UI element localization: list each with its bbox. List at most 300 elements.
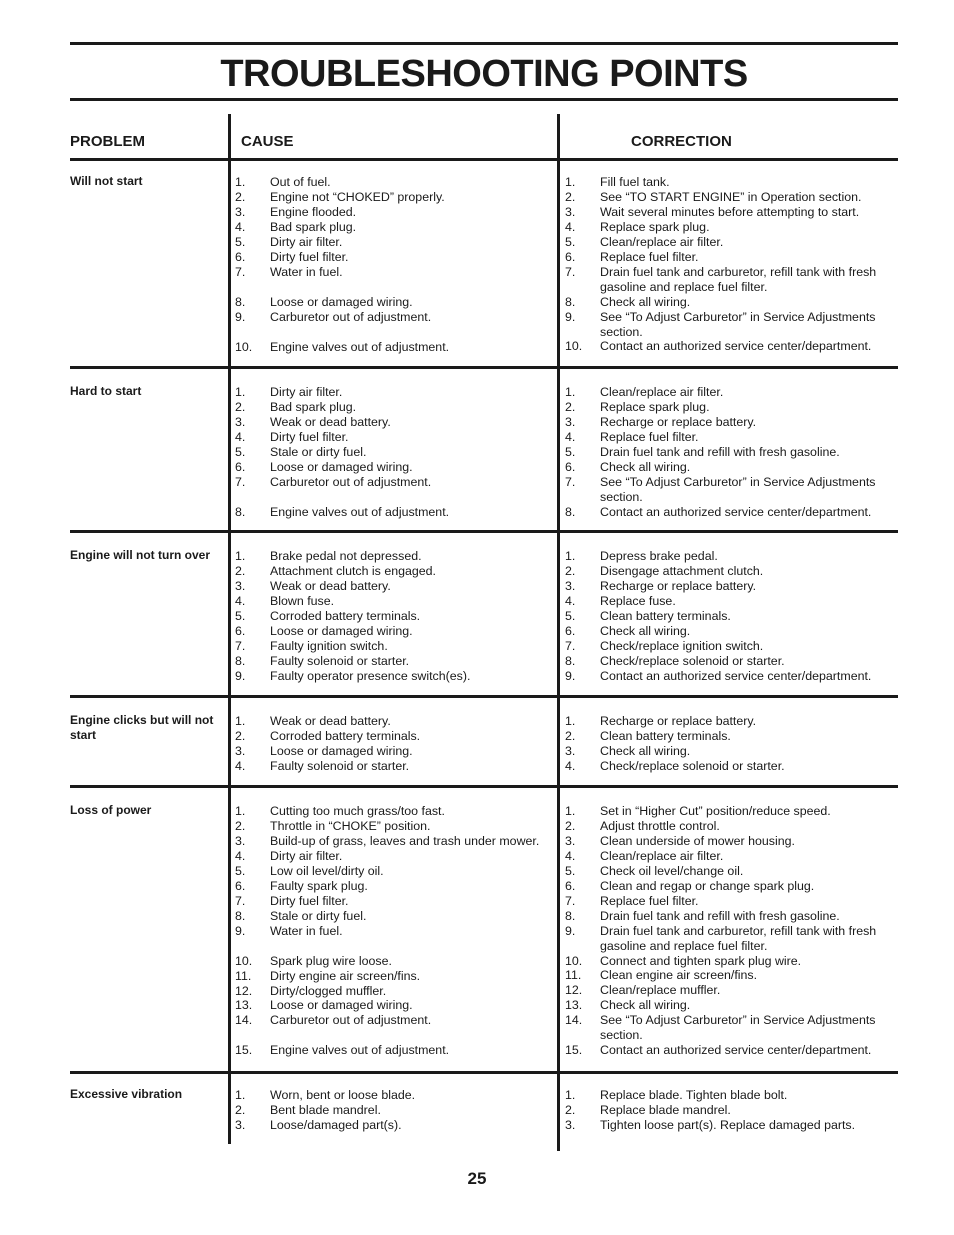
item-text: Attachment clutch is engaged. [270, 563, 436, 578]
item-number: 6. [235, 878, 246, 893]
section-divider [70, 695, 898, 698]
item-text: Check all wiring. [600, 459, 691, 474]
cause-item [235, 1043, 553, 1058]
item-text: Dirty engine air screen/fins. [270, 968, 421, 983]
item-number: 4. [235, 758, 246, 773]
cause-item [235, 909, 553, 924]
correction-list [565, 804, 890, 1058]
correction-list [565, 385, 890, 520]
item-number: 3. [565, 1117, 576, 1132]
item-text: Weak or dead battery. [270, 714, 391, 728]
correction-item [565, 624, 890, 639]
item-number: 12. [235, 983, 253, 998]
title-bottom-rule [70, 98, 898, 101]
cause-item [235, 340, 553, 355]
item-text: Loose/damaged part(s). [270, 1117, 402, 1132]
cause-item [235, 924, 553, 954]
item-number: 4. [565, 593, 576, 608]
cause-item [235, 460, 553, 475]
item-number: 6. [565, 249, 576, 264]
item-text: Connect and tighten spark plug wire. [600, 953, 802, 968]
item-number: 5. [235, 863, 246, 878]
correction-item [565, 1088, 890, 1103]
item-number: 11. [565, 968, 582, 983]
item-number: 2. [565, 399, 576, 414]
correction-item [565, 220, 890, 235]
correction-item [565, 445, 890, 460]
item-text: Faulty ignition switch. [270, 638, 388, 653]
cause-item [235, 505, 553, 520]
item-text: Contact an authorized service center/department. [600, 504, 872, 519]
correction-item [565, 804, 890, 819]
item-number: 3. [235, 743, 246, 758]
cause-item [235, 819, 553, 834]
cause-item [235, 385, 553, 400]
cause-item [235, 250, 553, 265]
cause-item [235, 205, 553, 220]
item-text: Drain fuel tank and carburetor, refill tank with fresh gasoline and replace fuel filter. [600, 923, 877, 953]
correction-item [565, 564, 890, 579]
problem-label: Excessive vibration [70, 1087, 183, 1101]
item-number: 6. [235, 459, 246, 474]
item-number: 1. [235, 804, 246, 818]
cause-item [235, 744, 553, 759]
item-text: Loose or damaged wiring. [270, 743, 413, 758]
correction-item [565, 1043, 890, 1058]
correction-item [565, 250, 890, 265]
correction-item [565, 834, 890, 849]
item-text: Clean underside of mower housing. [600, 833, 795, 848]
item-text: Dirty air filter. [270, 848, 343, 863]
item-number: 2. [235, 563, 246, 578]
item-number: 3. [235, 1117, 246, 1132]
cause-item [235, 639, 553, 654]
item-text: Clean engine air screen/fins. [600, 968, 758, 983]
correction-item [565, 879, 890, 894]
cause-item [235, 984, 553, 999]
item-number: 3. [565, 204, 576, 219]
item-text: Check all wiring. [600, 998, 691, 1013]
item-number: 8. [235, 504, 246, 519]
item-number: 12. [565, 983, 583, 998]
correction-item [565, 310, 890, 340]
cause-item [235, 175, 553, 190]
item-text: Corroded battery terminals. [270, 728, 421, 743]
item-text: Faulty solenoid or starter. [270, 758, 410, 773]
cause-item [235, 729, 553, 744]
cause-item [235, 804, 553, 819]
cause-list [235, 549, 553, 684]
correction-item [565, 1118, 890, 1133]
item-text: Replace fuel filter. [600, 893, 699, 908]
item-number: 4. [565, 848, 576, 863]
item-number: 3. [235, 414, 246, 429]
item-text: Check all wiring. [600, 623, 691, 638]
item-number: 7. [565, 638, 576, 653]
item-number: 6. [565, 878, 576, 893]
correction-item [565, 235, 890, 250]
item-text: Wait several minutes before attempting to start. [600, 204, 860, 219]
item-number: 1. [235, 175, 246, 189]
item-text: Clean/replace air filter. [600, 848, 724, 863]
item-number: 10. [235, 339, 253, 354]
correction-item [565, 475, 890, 505]
correction-item [565, 430, 890, 445]
cause-item [235, 295, 553, 310]
item-text: Replace spark plug. [600, 399, 710, 414]
page-number: 25 [467, 1169, 487, 1188]
item-text: See “To Adjust Carburetor” in Service Adjustments section. [600, 309, 876, 339]
problem-label: Engine will not turn over [70, 548, 211, 562]
item-number: 9. [235, 923, 246, 938]
correction-item [565, 265, 890, 295]
cause-item [235, 564, 553, 579]
cause-item [235, 579, 553, 594]
item-number: 4. [565, 758, 576, 773]
section-divider [70, 530, 898, 533]
item-text: Adjust throttle control. [600, 818, 720, 833]
item-text: Clean/replace air filter. [600, 385, 724, 399]
cause-list [235, 1088, 553, 1133]
item-number: 3. [565, 414, 576, 429]
item-number: 2. [565, 818, 576, 833]
correction-item [565, 205, 890, 220]
correction-item [565, 654, 890, 669]
item-text: Faulty solenoid or starter. [270, 653, 410, 668]
item-text: Dirty air filter. [270, 385, 343, 399]
item-number: 8. [565, 908, 576, 923]
item-number: 1. [235, 714, 246, 728]
item-number: 2. [565, 728, 576, 743]
item-text: Spark plug wire loose. [270, 953, 392, 968]
item-number: 6. [235, 623, 246, 638]
page-title: TROUBLESHOOTING POINTS [220, 53, 748, 95]
item-number: 7. [235, 264, 246, 279]
cause-item [235, 220, 553, 235]
cause-item [235, 669, 553, 684]
item-text: Check/replace solenoid or starter. [600, 653, 785, 668]
correction-item [565, 415, 890, 430]
item-number: 1. [235, 1088, 246, 1102]
correction-item [565, 954, 890, 969]
item-text: Worn, bent or loose blade. [270, 1088, 416, 1102]
correction-item [565, 639, 890, 654]
item-text: Brake pedal not depressed. [270, 549, 422, 563]
item-number: 2. [235, 818, 246, 833]
item-number: 9. [235, 668, 246, 683]
item-number: 5. [565, 608, 576, 623]
item-text: Clean and regap or change spark plug. [600, 878, 815, 893]
correction-item [565, 669, 890, 684]
item-number: 10. [565, 953, 583, 968]
item-text: Faulty operator presence switch(es). [270, 668, 471, 683]
correction-item [565, 385, 890, 400]
item-text: Check all wiring. [600, 294, 691, 309]
cause-list [235, 385, 553, 520]
item-text: Water in fuel. [270, 923, 343, 938]
correction-item [565, 983, 890, 998]
item-text: Check/replace solenoid or starter. [600, 758, 785, 773]
cause-item [235, 265, 553, 295]
item-number: 15. [235, 1043, 253, 1058]
cause-list [235, 714, 553, 774]
item-number: 8. [565, 294, 576, 309]
problem-label: Will not start [70, 174, 143, 188]
cause-item [235, 998, 553, 1013]
item-number: 2. [565, 563, 576, 578]
column-divider-right [557, 114, 560, 1151]
item-text: Drain fuel tank and refill with fresh gasoline. [600, 908, 840, 923]
correction-item [565, 968, 890, 983]
item-number: 5. [565, 863, 576, 878]
item-text: Engine valves out of adjustment. [270, 1043, 450, 1058]
cause-item [235, 879, 553, 894]
item-number: 5. [235, 444, 246, 459]
item-number: 9. [565, 923, 576, 938]
item-number: 10. [565, 339, 583, 354]
item-number: 2. [235, 1102, 246, 1117]
correction-item [565, 609, 890, 624]
item-number: 8. [565, 653, 576, 668]
correction-item [565, 594, 890, 609]
correction-item [565, 894, 890, 909]
cause-item [235, 549, 553, 564]
item-text: Clean battery terminals. [600, 608, 731, 623]
item-number: 4. [565, 429, 576, 444]
item-text: Recharge or replace battery. [600, 714, 757, 728]
cause-item [235, 894, 553, 909]
cause-item [235, 954, 553, 969]
item-text: Dirty air filter. [270, 234, 343, 249]
item-text: Carburetor out of adjustment. [270, 309, 432, 324]
problem-label: Hard to start [70, 384, 142, 398]
cause-item [235, 235, 553, 250]
item-number: 7. [235, 474, 246, 489]
correction-item [565, 998, 890, 1013]
correction-item [565, 190, 890, 205]
item-text: Engine not “CHOKED” properly. [270, 189, 445, 204]
header-correction: CORRECTION [631, 133, 732, 150]
item-text: Replace blade. Tighten blade bolt. [600, 1088, 788, 1102]
item-number: 5. [565, 444, 576, 459]
item-text: Weak or dead battery. [270, 578, 391, 593]
cause-item [235, 1088, 553, 1103]
item-number: 6. [565, 459, 576, 474]
column-divider-left [228, 114, 231, 1144]
correction-item [565, 909, 890, 924]
cause-item [235, 714, 553, 729]
problem-label: Engine clicks but will not start [70, 713, 214, 742]
cause-item [235, 624, 553, 639]
correction-list [565, 549, 890, 684]
item-text: Replace spark plug. [600, 219, 710, 234]
item-number: 9. [235, 309, 246, 324]
item-text: Replace fuel filter. [600, 249, 699, 264]
item-text: Recharge or replace battery. [600, 578, 757, 593]
item-text: Check/replace ignition switch. [600, 638, 764, 653]
item-number: 1. [565, 714, 576, 728]
item-number: 3. [235, 204, 246, 219]
item-number: 3. [235, 578, 246, 593]
item-number: 8. [235, 908, 246, 923]
item-text: Loose or damaged wiring. [270, 459, 413, 474]
item-number: 3. [235, 833, 246, 848]
item-number: 1. [235, 549, 246, 563]
item-text: Check oil level/change oil. [600, 863, 744, 878]
item-text: Clean/replace air filter. [600, 234, 724, 249]
cause-item [235, 475, 553, 505]
cause-list [235, 804, 553, 1058]
correction-item [565, 729, 890, 744]
item-number: 1. [565, 1088, 576, 1102]
item-text: Set in “Higher Cut” position/reduce speed. [600, 804, 831, 818]
cause-item [235, 190, 553, 205]
cause-item [235, 849, 553, 864]
title-top-rule [70, 42, 898, 45]
item-number: 4. [235, 848, 246, 863]
item-number: 8. [235, 653, 246, 668]
item-number: 2. [235, 399, 246, 414]
item-text: See “To Adjust Carburetor” in Service Adjustments section. [600, 474, 876, 504]
item-text: Fill fuel tank. [600, 175, 670, 189]
item-text: Stale or dirty fuel. [270, 444, 367, 459]
section-divider [70, 785, 898, 788]
cause-item [235, 969, 553, 984]
item-text: Stale or dirty fuel. [270, 908, 367, 923]
item-text: Faulty spark plug. [270, 878, 368, 893]
correction-item [565, 744, 890, 759]
item-text: Bad spark plug. [270, 399, 357, 414]
item-number: 5. [565, 234, 576, 249]
item-number: 7. [235, 893, 246, 908]
item-text: Water in fuel. [270, 264, 343, 279]
item-number: 4. [235, 593, 246, 608]
correction-item [565, 1103, 890, 1118]
correction-list [565, 1088, 890, 1133]
item-text: Build-up of grass, leaves and trash under mower. [270, 833, 540, 848]
item-text: Replace fuel filter. [600, 429, 699, 444]
item-text: Disengage attachment clutch. [600, 563, 764, 578]
item-text: Recharge or replace battery. [600, 414, 757, 429]
cause-item [235, 759, 553, 774]
item-text: Engine valves out of adjustment. [270, 339, 450, 354]
cause-item [235, 1103, 553, 1118]
cause-item [235, 415, 553, 430]
item-text: Bent blade mandrel. [270, 1102, 381, 1117]
correction-item [565, 505, 890, 520]
item-text: Carburetor out of adjustment. [270, 474, 432, 489]
item-number: 1. [565, 175, 576, 189]
item-number: 1. [235, 385, 246, 399]
item-text: Corroded battery terminals. [270, 608, 421, 623]
correction-item [565, 759, 890, 774]
correction-item [565, 400, 890, 415]
cause-item [235, 1118, 553, 1133]
item-text: Weak or dead battery. [270, 414, 391, 429]
cause-item [235, 609, 553, 624]
item-text: Drain fuel tank and carburetor, refill tank with fresh gasoline and replace fuel filter. [600, 264, 877, 294]
item-number: 2. [235, 728, 246, 743]
item-text: Contact an authorized service center/department. [600, 668, 872, 683]
item-text: Engine flooded. [270, 204, 357, 219]
cause-item [235, 445, 553, 460]
item-text: Drain fuel tank and refill with fresh gasoline. [600, 444, 840, 459]
section-divider [70, 1071, 898, 1074]
item-text: Dirty/clogged muffler. [270, 983, 387, 998]
item-text: Dirty fuel filter. [270, 429, 349, 444]
item-number: 1. [565, 804, 576, 818]
item-text: Replace fuse. [600, 593, 676, 608]
item-number: 1. [565, 549, 576, 563]
item-text: See “TO START ENGINE” in Operation section. [600, 189, 862, 204]
cause-list [235, 175, 553, 355]
item-text: Contact an authorized service center/department. [600, 1043, 872, 1058]
item-number: 4. [235, 429, 246, 444]
item-text: Blown fuse. [270, 593, 335, 608]
correction-item [565, 864, 890, 879]
item-text: Carburetor out of adjustment. [270, 1013, 432, 1028]
item-text: Contact an authorized service center/department. [600, 339, 872, 354]
item-text: Dirty fuel filter. [270, 893, 349, 908]
item-text: Engine valves out of adjustment. [270, 504, 450, 519]
cause-item [235, 834, 553, 849]
item-text: Clean battery terminals. [600, 728, 731, 743]
item-number: 6. [235, 249, 246, 264]
item-number: 4. [565, 219, 576, 234]
item-number: 7. [565, 474, 576, 489]
item-text: Clean/replace muffler. [600, 983, 721, 998]
item-number: 3. [565, 578, 576, 593]
item-text: Low oil level/dirty oil. [270, 863, 384, 878]
header-cause: CAUSE [241, 133, 294, 150]
cause-item [235, 654, 553, 669]
item-number: 3. [565, 743, 576, 758]
item-number: 15. [565, 1043, 583, 1058]
item-number: 11. [235, 968, 252, 983]
section-divider [70, 366, 898, 369]
correction-item [565, 1013, 890, 1043]
item-number: 7. [565, 893, 576, 908]
item-text: Throttle in “CHOKE” position. [270, 818, 431, 833]
problem-label: Loss of power [70, 803, 152, 817]
correction-item [565, 549, 890, 564]
correction-list [565, 714, 890, 774]
correction-item [565, 819, 890, 834]
item-number: 8. [235, 294, 246, 309]
cause-item [235, 594, 553, 609]
cause-item [235, 400, 553, 415]
item-text: Dirty fuel filter. [270, 249, 349, 264]
item-text: Tighten loose part(s). Replace damaged parts. [600, 1117, 856, 1132]
correction-item [565, 460, 890, 475]
item-text: Cutting too much grass/too fast. [270, 804, 445, 818]
cause-item [235, 430, 553, 445]
item-text: Loose or damaged wiring. [270, 294, 413, 309]
item-number: 9. [565, 309, 576, 324]
item-number: 5. [235, 608, 246, 623]
cause-item [235, 1013, 553, 1043]
item-number: 2. [565, 189, 576, 204]
item-number: 9. [565, 668, 576, 683]
item-number: 1. [565, 385, 576, 399]
item-number: 13. [565, 998, 583, 1013]
item-number: 6. [565, 623, 576, 638]
item-text: See “To Adjust Carburetor” in Service Adjustments section. [600, 1013, 876, 1043]
correction-item [565, 579, 890, 594]
correction-item [565, 175, 890, 190]
item-number: 13. [235, 998, 253, 1013]
item-number: 8. [565, 504, 576, 519]
